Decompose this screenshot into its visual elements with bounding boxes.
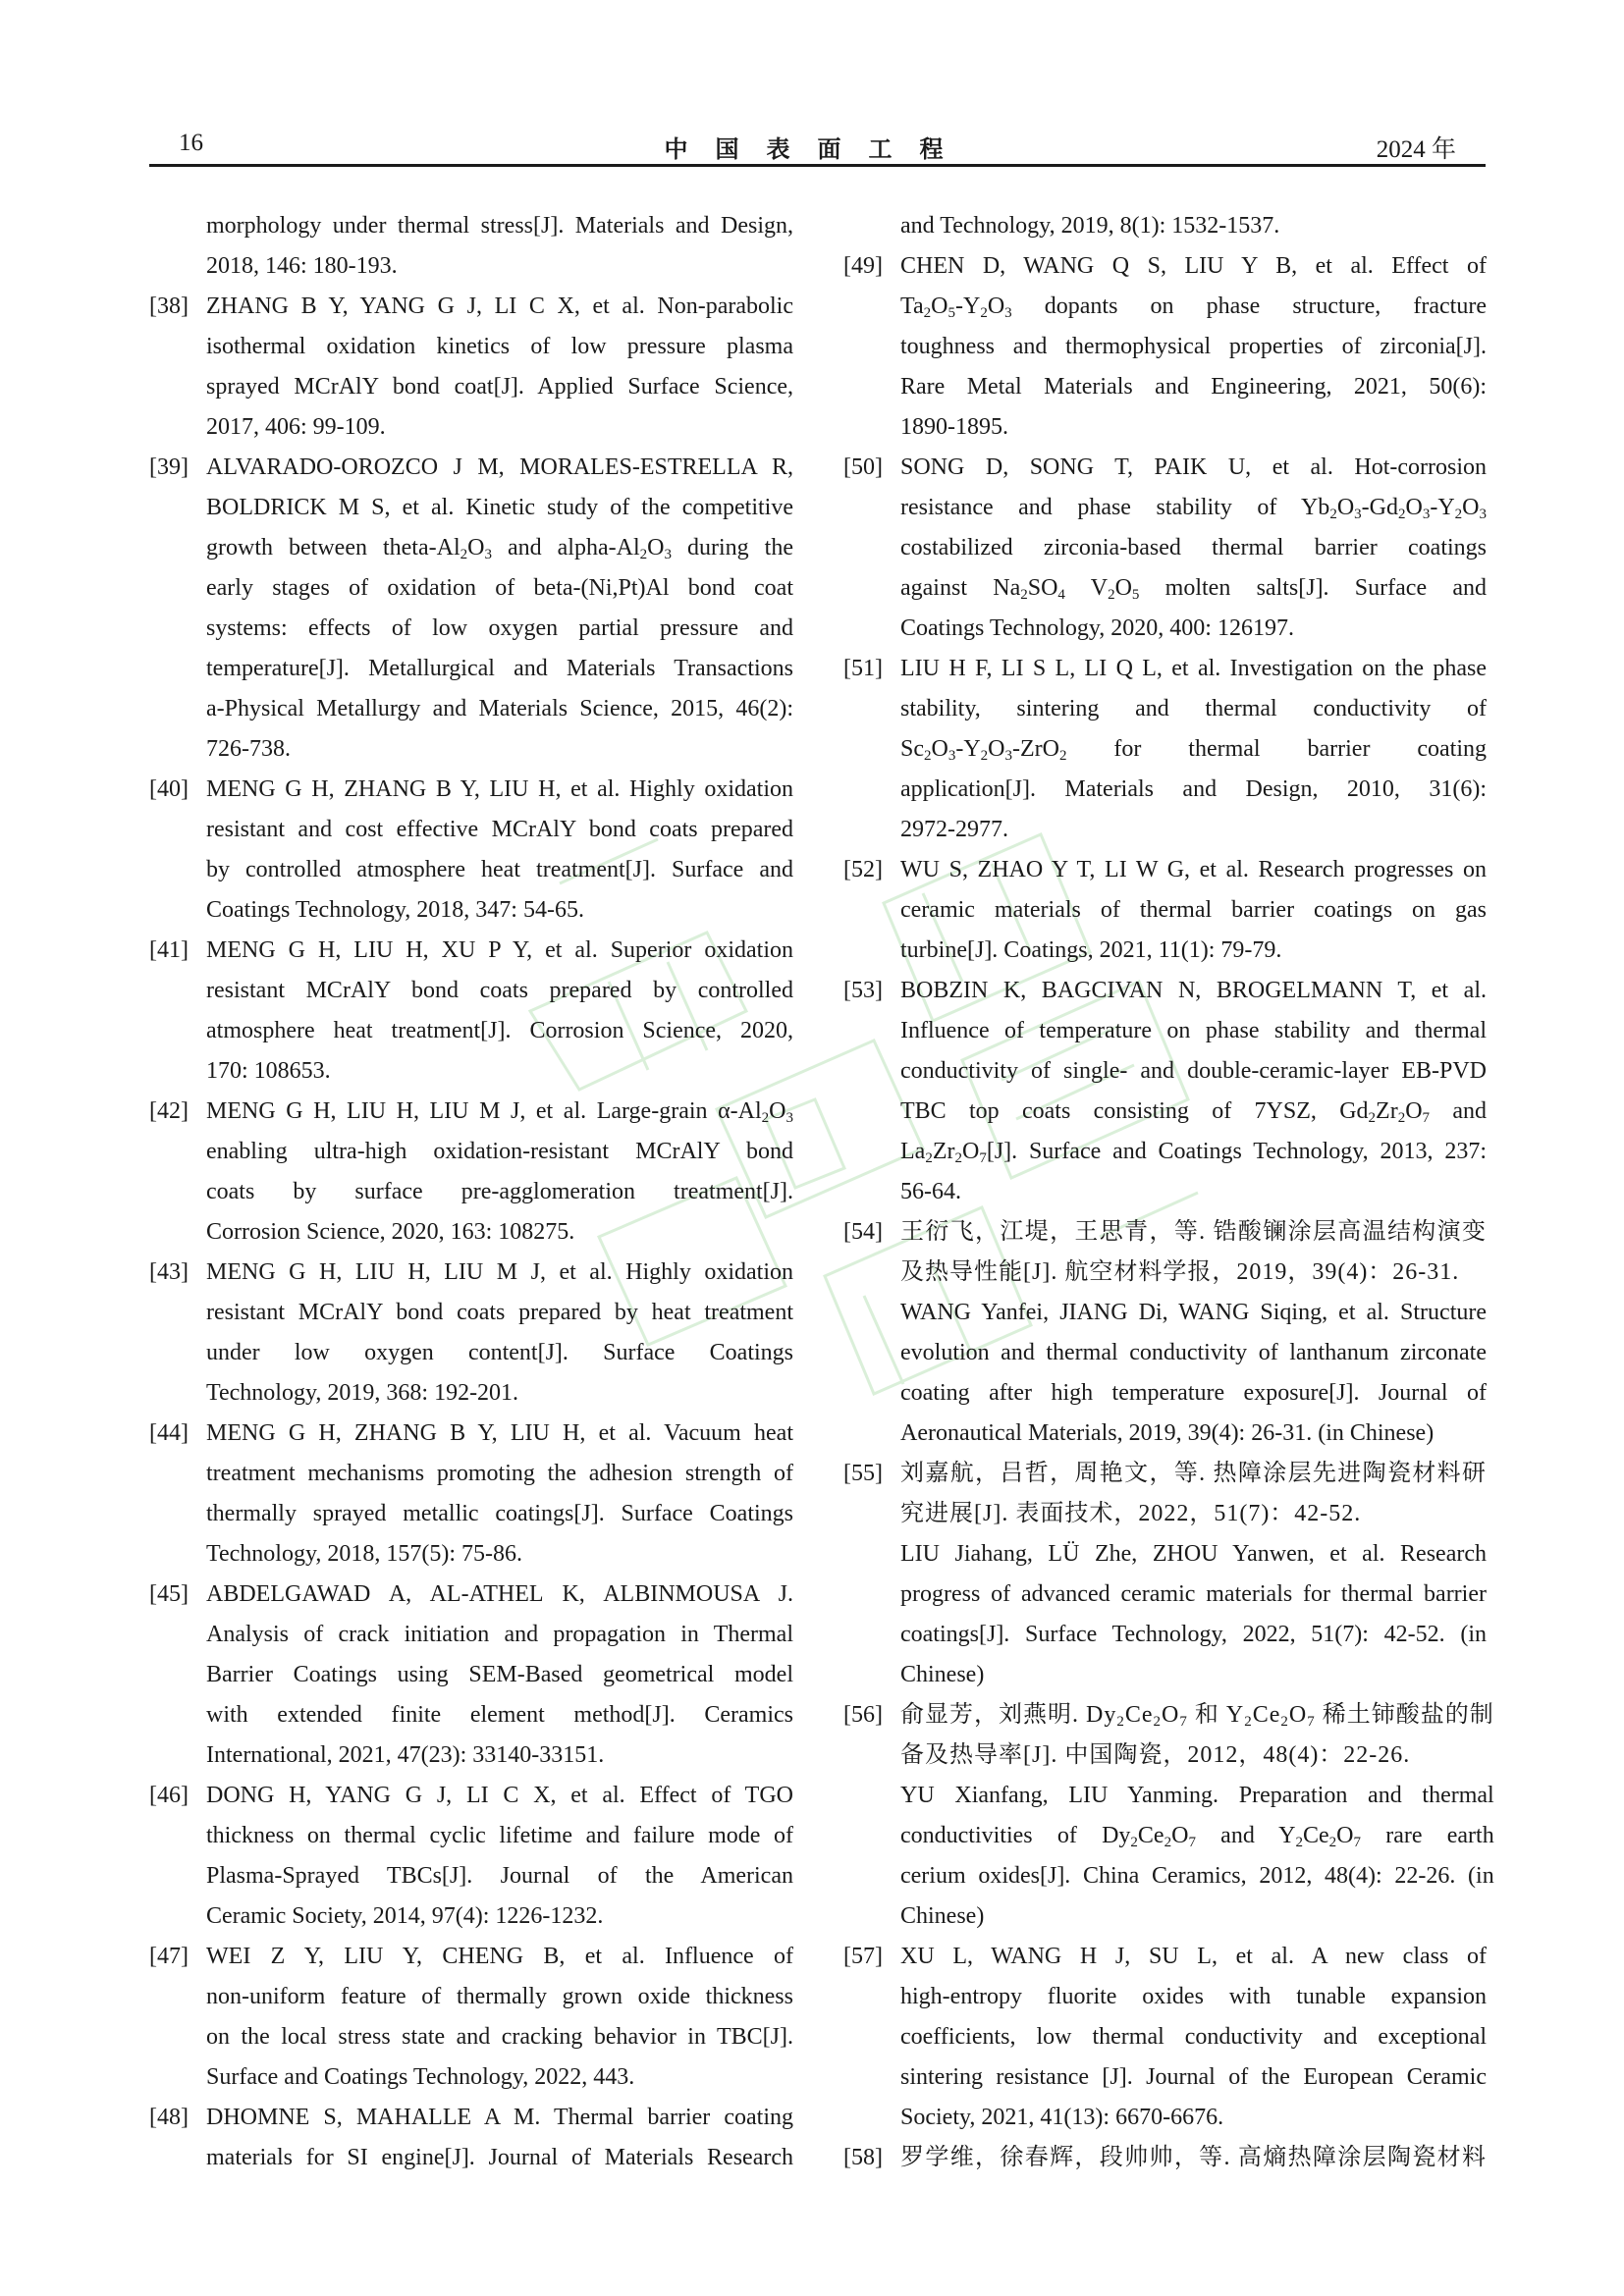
reference-line: temperature[J]. Metallurgical and Materials Transactions — [206, 656, 793, 681]
reference-line: high-entropy fluorite oxides with tunable expansion — [900, 1984, 1487, 2009]
reference-44 — [149, 1414, 793, 1575]
reference-line: WANG Yanfei, JIANG Di, WANG Siqing, et al. Structure — [900, 1300, 1487, 1325]
reference-58 — [843, 2138, 1487, 2178]
reference-line: Chinese) — [900, 1903, 985, 1929]
reference-line: sprayed MCrAlY bond coat[J]. Applied Surface Science, — [206, 374, 793, 400]
reference-line: growth between theta-$Al_2O_3$ and alpha-$Al_2O_3$ during the — [206, 535, 793, 562]
reference-line: morphology under thermal stress[J]. Materials and Design, — [206, 213, 793, 239]
reference-line: by controlled atmosphere heat treatment[J]. Surface and — [206, 857, 793, 882]
reference-line: Influence of temperature on phase stability and thermal — [900, 1018, 1487, 1043]
reference-line: Chinese) — [900, 1662, 985, 1687]
reference-line: Analysis of crack initiation and propagation in Thermal — [206, 1622, 793, 1647]
reference-line: resistant MCrAlY bond coats prepared by controlled — [206, 978, 793, 1003]
reference-line: $Sc_2O_3-Y_2O_3-ZrO_2$ for thermal barrier coating — [900, 736, 1487, 764]
reference-line: $La_2Zr_2O_7[J]$. Surface and Coatings Technology, 2013, 237: — [900, 1139, 1487, 1166]
reference-number: [56] — [843, 1702, 883, 1728]
reference-line: BOLDRICK M S, et al. Kinetic study of the competitive — [206, 495, 793, 520]
reference-43 — [149, 1253, 793, 1414]
reference-number: [41] — [149, 937, 189, 963]
page-number: 16 — [179, 130, 203, 156]
reference-line: MENG G H, LIU H, LIU M J, et al. Highly oxidation — [206, 1259, 793, 1285]
reference-number: [42] — [149, 1098, 189, 1124]
reference-line: Coatings Technology, 2018, 347: 54-65. — [206, 897, 584, 923]
reference-line: application[J]. Materials and Design, 2010, 31(6): — [900, 776, 1487, 802]
reference-line: ABDELGAWAD A, AL-ATHEL K, ALBINMOUSA J. — [206, 1581, 793, 1607]
continuation-right — [843, 206, 1487, 246]
reference-41 — [149, 931, 793, 1092]
reference-line: against $Na_2SO_4$ $V_2O_5$ molten salts[J]. Surface and — [900, 575, 1487, 603]
reference-40 — [149, 770, 793, 931]
reference-line: evolution and thermal conductivity of lanthanum zirconate — [900, 1340, 1487, 1365]
reference-line: coats by surface pre-agglomeration treatment[J]. — [206, 1179, 793, 1204]
reference-line: ALVARADO-OROZCO J M, MORALES-ESTRELLA R, — [206, 454, 793, 480]
left-column — [149, 206, 793, 2178]
reference-line: stability, sintering and thermal conductivity of — [900, 696, 1487, 721]
reference-49 — [843, 246, 1487, 448]
reference-line: 究进展[J]. 表面技术，2022，51(7)：42-52. — [900, 1501, 1362, 1526]
reference-line: International, 2021, 47(23): 33140-33151. — [206, 1742, 605, 1768]
reference-line: isothermal oxidation kinetics of low pressure plasma — [206, 334, 793, 359]
reference-line: Coatings Technology, 2020, 400: 126197. — [900, 615, 1294, 641]
reference-line: MENG G H, LIU H, XU P Y, et al. Superior oxidation — [206, 937, 793, 963]
reference-line: BOBZIN K, BAGCIVAN N, BROGELMANN T, et al. — [900, 978, 1487, 1003]
reference-line: TBC top coats consisting of 7YSZ, $Gd_2Zr_2O_7$ and — [900, 1098, 1487, 1126]
reference-line: resistant MCrAlY bond coats prepared by heat treatment — [206, 1300, 793, 1325]
reference-line: costabilized zirconia-based thermal barrier coatings — [900, 535, 1487, 561]
reference-number: [52] — [843, 857, 883, 882]
reference-55 — [843, 1454, 1487, 1695]
reference-line: 2017, 406: 99-109. — [206, 414, 386, 440]
reference-line: 2018, 146: 180-193. — [206, 253, 398, 279]
reference-line: 726-738. — [206, 736, 291, 762]
reference-38 — [149, 287, 793, 448]
reference-line: thickness on thermal cyclic lifetime and failure mode of — [206, 1823, 793, 1848]
reference-line: XU L, WANG H J, SU L, et al. A new class of — [900, 1944, 1487, 1969]
reference-line: and Technology, 2019, 8(1): 1532-1537. — [900, 213, 1280, 239]
reference-number: [40] — [149, 776, 189, 802]
reference-line: $Ta_2O_5-Y_2O_3$ dopants on phase structure, fracture — [900, 294, 1487, 321]
header-rule — [149, 164, 1486, 167]
reference-line: conductivities of $Dy_2Ce_2O_7$ and $Y_2Ce_2O_7$ rare earth — [900, 1823, 1494, 1850]
reference-line: DHOMNE S, MAHALLE A M. Thermal barrier coating — [206, 2105, 793, 2130]
reference-line: MENG G H, ZHANG B Y, LIU H, et al. Highly oxidation — [206, 776, 793, 802]
reference-line: 俞显芳，刘燕明. $Dy_2Ce_2O_7$ 和 $Y_2Ce_2O_7$ 稀土铈酸盐的制 — [900, 1702, 1494, 1730]
reference-number: [53] — [843, 978, 883, 1003]
reference-56 — [843, 1695, 1494, 1937]
reference-line: YU Xianfang, LIU Yanming. Preparation and thermal — [900, 1783, 1494, 1808]
reference-line: LIU Jiahang, LÜ Zhe, ZHOU Yanwen, et al. Research — [900, 1541, 1487, 1567]
reference-48 — [149, 2098, 793, 2178]
reference-line: Ceramic Society, 2014, 97(4): 1226-1232. — [206, 1903, 604, 1929]
reference-50 — [843, 448, 1487, 649]
reference-line: coatings[J]. Surface Technology, 2022, 51(7): 42-52. (in — [900, 1622, 1487, 1647]
reference-line: thermally sprayed metallic coatings[J]. Surface Coatings — [206, 1501, 793, 1526]
reference-line: 罗学维，徐春辉，段帅帅，等. 高熵热障涂层陶瓷材料 — [900, 2145, 1487, 2170]
reference-number: [57] — [843, 1944, 883, 1969]
reference-51 — [843, 649, 1487, 850]
reference-line: 170: 108653. — [206, 1058, 331, 1084]
reference-number: [51] — [843, 656, 883, 681]
reference-47 — [149, 1937, 793, 2098]
reference-line: with extended finite element method[J]. Ceramics — [206, 1702, 793, 1728]
reference-line: Barrier Coatings using SEM-Based geometrical model — [206, 1662, 793, 1687]
reference-line: progress of advanced ceramic materials for thermal barrier — [900, 1581, 1487, 1607]
reference-46 — [149, 1776, 793, 1937]
reference-line: WEI Z Y, LIU Y, CHENG B, et al. Influence of — [206, 1944, 793, 1969]
reference-42 — [149, 1092, 793, 1253]
reference-line: DONG H, YANG G J, LI C X, et al. Effect of TGO — [206, 1783, 793, 1808]
reference-number: [55] — [843, 1461, 883, 1486]
reference-45 — [149, 1575, 793, 1776]
reference-number: [39] — [149, 454, 189, 480]
reference-number: [48] — [149, 2105, 189, 2130]
reference-line: resistant and cost effective MCrAlY bond coats prepared — [206, 817, 793, 842]
reference-line: SONG D, SONG T, PAIK U, et al. Hot-corrosion — [900, 454, 1487, 480]
reference-57 — [843, 1937, 1487, 2138]
reference-line: early stages of oxidation of beta-(Ni,Pt)Al bond coat — [206, 575, 793, 601]
reference-line: conductivity of single- and double-ceramic-layer EB-PVD — [900, 1058, 1487, 1084]
reference-line: Technology, 2018, 157(5): 75-86. — [206, 1541, 523, 1567]
reference-line: a-Physical Metallurgy and Materials Science, 2015, 46(2): — [206, 696, 793, 721]
reference-53 — [843, 971, 1487, 1212]
reference-line: Technology, 2019, 368: 192-201. — [206, 1380, 519, 1406]
reference-line: on the local stress state and cracking behavior in TBC[J]. — [206, 2024, 793, 2050]
reference-52 — [843, 850, 1487, 971]
reference-line: atmosphere heat treatment[J]. Corrosion Science, 2020, — [206, 1018, 793, 1043]
issue-year: 2024 年 — [1376, 136, 1456, 163]
reference-number: [43] — [149, 1259, 189, 1285]
reference-line: LIU H F, LI S L, LI Q L, et al. Investigation on the phase — [900, 656, 1487, 681]
reference-number: [38] — [149, 294, 189, 319]
reference-line: treatment mechanisms promoting the adhesion strength of — [206, 1461, 793, 1486]
journal-title: 中国表面工程 — [664, 134, 971, 163]
reference-line: 2972-2977. — [900, 817, 1008, 842]
reference-line: CHEN D, WANG Q S, LIU Y B, et al. Effect of — [900, 253, 1487, 279]
reference-line: 1890-1895. — [900, 414, 1008, 440]
reference-line: MENG G H, LIU H, LIU M J, et al. Large-grain $\alpha-Al_2O_3$ — [206, 1098, 793, 1126]
reference-number: [49] — [843, 253, 883, 279]
reference-number: [50] — [843, 454, 883, 480]
reference-line: sintering resistance [J]. Journal of the European Ceramic — [900, 2064, 1487, 2090]
reference-line: 及热导性能[J]. 航空材料学报，2019，39(4)：26-31. — [900, 1259, 1460, 1285]
right-column — [843, 206, 1494, 2178]
reference-line: cerium oxides[J]. China Ceramics, 2012, 48(4): 22-26. (in — [900, 1863, 1494, 1889]
reference-line: coefficients, low thermal conductivity and exceptional — [900, 2024, 1487, 2050]
reference-line: 备及热导率[J]. 中国陶瓷，2012，48(4)：22-26. — [900, 1742, 1411, 1768]
reference-line: Society, 2021, 41(13): 6670-6676. — [900, 2105, 1224, 2130]
reference-line: MENG G H, ZHANG B Y, LIU H, et al. Vacuum heat — [206, 1420, 793, 1446]
reference-number: [47] — [149, 1944, 189, 1969]
reference-line: Plasma-Sprayed TBCs[J]. Journal of the American — [206, 1863, 793, 1889]
reference-line: resistance and phase stability of $Yb_2O_3-Gd_2O_3-Y_2O_3$ — [900, 495, 1487, 522]
reference-line: toughness and thermophysical properties of zirconia[J]. — [900, 334, 1487, 359]
reference-line: Corrosion Science, 2020, 163: 108275. — [206, 1219, 575, 1245]
reference-number: [44] — [149, 1420, 189, 1446]
reference-line: materials for SI engine[J]. Journal of Materials Research — [206, 2145, 793, 2170]
reference-line: 56-64. — [900, 1179, 961, 1204]
reference-number: [45] — [149, 1581, 189, 1607]
reference-number: [54] — [843, 1219, 883, 1245]
reference-line: non-uniform feature of thermally grown oxide thickness — [206, 1984, 793, 2009]
reference-number: [58] — [843, 2145, 883, 2170]
reference-line: Rare Metal Materials and Engineering, 2021, 50(6): — [900, 374, 1487, 400]
reference-line: 王衍飞，江堤，王思青，等. 锆酸镧涂层高温结构演变 — [900, 1219, 1487, 1245]
reference-line: 刘嘉航，吕哲，周艳文，等. 热障涂层先进陶瓷材料研 — [900, 1461, 1487, 1486]
reference-line: under low oxygen content[J]. Surface Coatings — [206, 1340, 793, 1365]
reference-line: Surface and Coatings Technology, 2022, 443. — [206, 2064, 635, 2090]
reference-line: WU S, ZHAO Y T, LI W G, et al. Research progresses on — [900, 857, 1487, 882]
reference-line: Aeronautical Materials, 2019, 39(4): 26-31. (in Chinese) — [900, 1420, 1435, 1446]
reference-number: [46] — [149, 1783, 189, 1808]
page-header — [149, 126, 1486, 165]
reference-line: enabling ultra-high oxidation-resistant MCrAlY bond — [206, 1139, 793, 1164]
reference-line: turbine[J]. Coatings, 2021, 11(1): 79-79. — [900, 937, 1282, 963]
reference-39 — [149, 448, 793, 770]
reference-line: systems: effects of low oxygen partial pressure and — [206, 615, 793, 641]
reference-line: coating after high temperature exposure[J]. Journal of — [900, 1380, 1487, 1406]
reference-line: ZHANG B Y, YANG G J, LI C X, et al. Non-parabolic — [206, 294, 793, 319]
reference-54 — [843, 1212, 1487, 1454]
continuation-left — [149, 206, 793, 287]
reference-line: ceramic materials of thermal barrier coatings on gas — [900, 897, 1487, 923]
